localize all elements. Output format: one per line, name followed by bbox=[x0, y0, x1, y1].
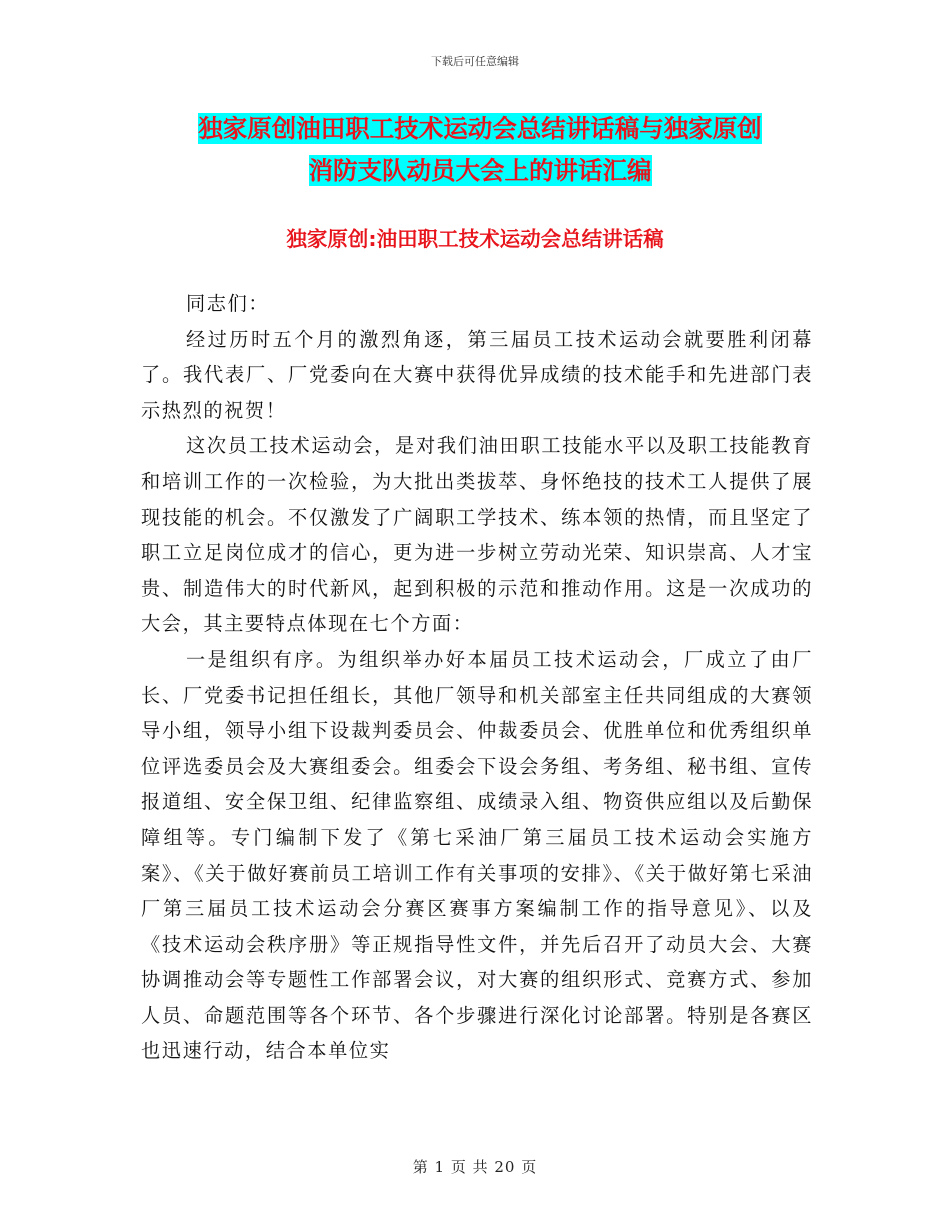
paragraph: 这次员工技术运动会，是对我们油田职工技能水平以及职工技能教育和培训工作的一次检验，为大批出类拔萃、身怀绝技的技术工人提供了展现技能的机会。不仅激发了广阔职工学技术、练本领的热情，而且坚定了职工立足岗位成才的信心，更为进一步树立劳动光荣、知识崇高、人才宝贵、制造伟大的时代新风，起到积极的示范和推动作用。这是一次成功的大会，其主要特点体现在七个方面： bbox=[141, 434, 813, 636]
section-title: 独家原创:油田职工技术运动会总结讲话稿 bbox=[286, 227, 664, 251]
document-title bbox=[140, 108, 820, 192]
page-header-note: 下载后可任意编辑 bbox=[431, 55, 519, 68]
paragraph: 一是组织有序。为组织举办好本届员工技术运动会，厂成立了由厂长、厂党委书记担任组长，其他厂领导和机关部室主任共同组成的大赛领导小组，领导小组下设裁判委员会、仲裁委员会、优胜单位和优秀组织单位评选委员会及大赛组委会。组委会下设会务组、考务组、秘书组、宣传报道组、安全保卫组、纪律监察组、成绩录入组、物资供应组以及后勤保障组等。专门编制下发了《第七采油厂第三届员工技术运动会实施方案》、《关于做好赛前员工培训工作有关事项的安排》、《关于做好第七采油厂第三届员工技术运动会分赛区赛事方案编制工作的指导意见》、以及《技术运动会秩序册》等正规指导性文件，并先后召开了动员大会、大赛协调推动会等专题性工作部署会议，对大赛的组织形式、竞赛方式、参加人员、命题范围等各个环节、各个步骤进行深化讨论部署。特别是各赛区也迅速行动，结合本单位实 bbox=[141, 647, 813, 1063]
document-title-line2: 消防支队动员大会上的讲话汇编 bbox=[308, 156, 652, 185]
paragraph: 经过历时五个月的激烈角逐，第三届员工技术运动会就要胜利闭幕了。我代表厂、厂党委向在大赛中获得优异成绩的技术能手和先进部门表示热烈的祝贺！ bbox=[141, 327, 813, 422]
document-title-line1: 独家原创油田职工技术运动会总结讲话稿与独家原创 bbox=[198, 114, 762, 143]
page-number-footer: 第 1 页 共 20 页 bbox=[412, 1158, 538, 1176]
document-body bbox=[141, 286, 813, 1069]
paragraph-salutation: 同志们： bbox=[186, 292, 270, 315]
